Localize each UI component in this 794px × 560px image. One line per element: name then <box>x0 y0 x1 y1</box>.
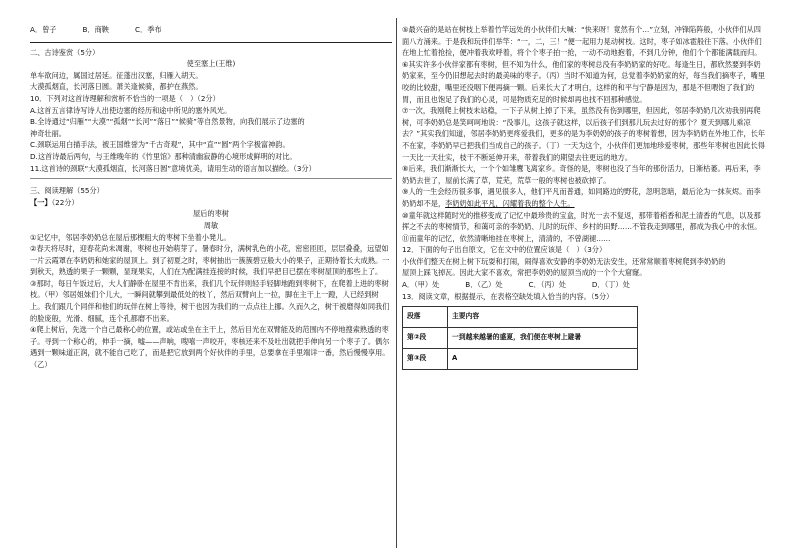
article-title: 屋后的枣树 <box>193 209 229 219</box>
option-a: A．曾子 <box>30 25 57 34</box>
question-10-option-c: C.颈联运用白描手法，被王国维誉为“千古奇观”，其中“直”“圆”两个字极富神韵。 <box>30 140 290 150</box>
option-c: C．季布 <box>134 25 162 34</box>
article-paragraph: ⑪而童年的记忆，依然清晰地挂在枣树上，清清的，不曾湖褪…… <box>402 233 611 243</box>
summary-table <box>402 306 638 370</box>
left-column <box>30 24 392 371</box>
question-10: 10．下列对这首诗理解和赏析不恰当的一项是（ ）（2分） <box>30 93 220 103</box>
table-row <box>403 328 638 349</box>
poem-title: 使至塞上(王维) <box>186 59 236 69</box>
option-a: A．（甲）处 <box>402 280 440 290</box>
article-paragraph: ⑤最兴奋的是站在树枝上举着竹竿远处的小伙伴们大喊：“快来呀！竟然有个…”立刻，冲锋陷阵般，小伙伴们从四面八方涌来。于是我和玩伴们举竿：“一，二，三！”便一起用力晃动树枝。这时，枣子如冰雹般往下落。小伙伴们在地上忙着抢捡，便冲着我欢呼着，将个个枣子拍一抢，一动不动地抱着，不到几分钟，他们个个都能满载而归。 <box>402 25 762 58</box>
right-column <box>402 24 766 370</box>
article-paragraph: ③那时，每日午饭过后，大人们静卧在屋里不肯出来，我们几个玩伴则轻手轻脚地跑到枣树下，在爬着上进的枣树枝。（甲）邻居姐妹们个儿大，一瞬间就攀到最低处的枝丫，然后双臂向上一拉，脚在主干上一蹬，人已经到树上。我们跟几个同伴和他们的玩伴在树上等待，树干也因为我们的一点点往上挪。久而久之，树干被磨得如同我们的脸庞般，光滑、细腻，连个孔都磨不出来。 <box>30 278 390 323</box>
question-13: 13．阅读文章，根据提示，在表格空缺处填入恰当的内容。（5分） <box>402 291 614 301</box>
option-b: B．（乙）处 <box>465 280 503 290</box>
column-divider <box>396 18 397 548</box>
option-d: D．（丁）处 <box>591 280 630 290</box>
part-1-score: （22分） <box>51 197 79 207</box>
table-cell[interactable]: A <box>448 349 638 370</box>
table-row <box>403 349 638 370</box>
question-12-sentence-cont: 屋顶上踩飞掉瓦。因此大家不喜欢，常把李奶奶的屋顶当成的一个个大窟窿。 <box>402 268 647 278</box>
reading-section-heading: 三、阅读理解（55分） <box>30 186 104 196</box>
part-1-label: 【一】 <box>30 197 52 207</box>
question-12-options <box>402 279 766 291</box>
question-12: 12．下面的句子出自原文，它在文中的位置应该是（ ）（3分） <box>402 245 607 255</box>
table-cell: 第③段 <box>403 349 448 370</box>
article-paragraph: ⑦一次，我刚爬上树枝未站稳，一下子从树上掉了下来，虽然没有伤到哪里，但因此，邻居李奶奶几次劝我别再爬树，可李奶奶总是笑呵呵地说：“没事儿，这孩子就这样，以后孩子们到那儿玩去过好的那个？夏天到哪儿乘凉去？”其实我们知道，邻居李奶奶更疼爱我们，更多的是为李奶奶的孩子的枣树着想，因为李奶奶在外地工作，长年不在家，李奶奶早已把我们当成自己的孩子。（丁）一天为这个，小伙伴们更加地珍爱枣树，那些年枣树也因此长得一天比一天壮实，枝干不断延伸开来，带着我们的期望去往更远的地方。 <box>402 106 766 162</box>
question-10-option-b-cont: 神奇壮丽。 <box>30 128 66 138</box>
article-paragraph: ⑧后来，我们渐渐长大，一个个如雏鹰飞离家乡。奇怪的是，枣树也没了当年的那份活力，日渐枯萎。再后来，李奶奶去世了，屋前长满了草，荒芜，荒草一般的枣树也被砍掉了。 <box>402 164 761 185</box>
poem-line: 大漠孤烟直，长河落日圆。萧关逢候骑，都护在燕然。 <box>30 82 203 92</box>
question-10-option-b: B.全诗通过“归雁”“大漠”“孤烟”“长河”“落日”“候骑”等自然景物，向我们展示了边塞的 <box>30 117 305 127</box>
question-10-option-d: D.这首诗最后两句，与王维晚年的《竹里馆》那种清幽寂静的心境形成鲜明的对比。 <box>30 151 297 161</box>
article-paragraph: ⑥其实许多小伙伴家都有枣树，但不知为什么，他们家的枣树总没有李奶奶家的好吃。每逢生日，都欣然要到李奶奶家来，至今仍旧想起去时的最美味的枣子。（丙）当时不知道为何，总觉着李奶奶家的好，每当我们摘枣子，嘴里咬的比较甜，嘴里还没咽下便再摘一颗。后来长大了才明白，这样的和平与宁静是因为，那是不但喂饱了我们的胃，而且也饱足了我们的心灵，可是物质充足的时候却再也找不回那种感觉。 <box>402 59 765 104</box>
poem-section-heading: 二、古诗鉴赏（5分） <box>30 47 100 57</box>
question-10-option-a: A.这首五言律诗写诗人出使边塞的经历和途中所见的塞外风光。 <box>30 105 232 115</box>
option-b: B．商鞅 <box>82 25 109 34</box>
article-paragraph: ④爬上树后，先选一个自己最称心的位置，或站或坐在主干上，然后目光在双臂能及的范围内不停地搜索熟透的枣子。寻到一个称心的，伸手一摘，嘘——声响，嗖嘻一声咬开，枣核还来不及吐出就把手伸向另一个枣子了。偶尔遇到一颗味道正润，就不能自己吃了，而是把它放到两个好伙伴的手里，总要拿在手里端详一番，然后慢慢享用。（乙） <box>30 325 390 370</box>
article-author: 周敏 <box>203 220 219 230</box>
article-paragraph: ①记忆中，邻居李奶奶总在屋后那棵粗大的枣树下坐着小凳儿。 <box>30 232 231 242</box>
answer-options <box>30 24 392 36</box>
table-header-row <box>403 307 638 328</box>
table-cell: 第②段 <box>403 328 448 349</box>
poem-line: 单车欲问边，属国过居延。征蓬出汉塞，归雁入胡天。 <box>30 70 203 80</box>
option-c: C．（丙）处 <box>528 280 566 290</box>
header-cell: 段落 <box>403 307 448 328</box>
question-11: 11.这首诗的颈联“大漠孤烟直，长河落日圆”意境优美，请用生动的语言加以描绘。（3分） <box>30 163 316 173</box>
section-rule <box>30 42 392 43</box>
part-1-heading <box>30 197 392 209</box>
table-cell: 一到越来越暑的盛夏，我们便在枣树上避暑 <box>448 328 638 349</box>
question-12-sentence: 小伙伴们整天在树上树下玩耍和打闹，闹得喜欢安静的李奶奶无法安生，还常常顺着枣树爬到李奶奶的 <box>402 256 726 266</box>
header-cell: 主要内容 <box>448 307 638 328</box>
answer-line <box>30 178 392 179</box>
article-paragraph: ⑨人的一生会经历很多事，遇见很多人，他们平凡而普通，如同路边的野花，忽明忽暗，最后沦为一抹灰烬。而李奶奶却不是，李奶奶如此平凡，闪耀着我的整个人生。 <box>402 187 761 208</box>
article-paragraph: ②春天将尽时，迎春花尚未凋谢，枣树也开始萌芽了。暑春时分，满树乳色的小花，密密匝匝，层层叠叠，远望如一片云霞罩在李奶奶和她家的屋顶上。到了初夏之时，枣树抽出一簇簇碧豆般大小的果子，正期待着长大成熟。一到秋天，熟透的果子一颗颗，显现果实，人们在为配满挂连接的时候，我们早把目已摆在枣树屋顶的那些上了。 <box>30 244 390 277</box>
underlined-sentence: 李奶奶如此平凡，闪耀着我的整个人生。 <box>445 198 575 208</box>
article-paragraph: ⑩童年就这样随时光的推移变成了记忆中最珍贵的宝盒，时光一去不复返，那带着稻香和泥土清香的气息，以及那挥之不去的枣树情节，和蔼可亲的李奶奶、儿时的玩伴、乡村的田野……不管我走到哪里，都成为我心中的永恒。 <box>402 210 762 232</box>
